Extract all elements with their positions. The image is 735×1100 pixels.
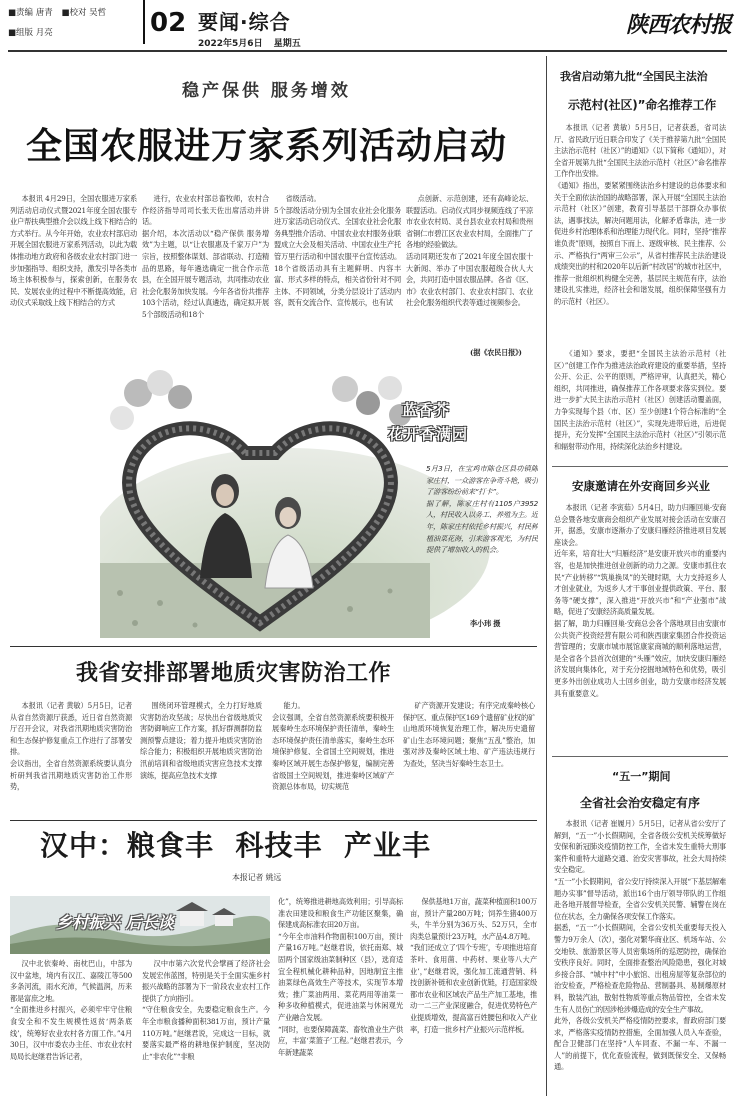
sign-text-line1: 蓝香芥: [402, 401, 451, 419]
lead-col-1: 本报讯 4月29日，全国农服进万家系列活动启动仪式暨2021年度全国农服专业户帮扶典型推介会以线上线下相结合的方式举行。从今年开始，农业农村部启动开展全国农服进万家系列活动，以此为载体推动地方政府和各级农业农村部门进一步加强指导、组织支持，激发引导各类市场主体积极参与，探索创新，在服务农民、发展农业的过程中不断提高效能，启动仪式采取线上线下相结合的方式: [10, 194, 137, 308]
lead-headline: 全国农服进万家系列活动启动: [26, 126, 508, 167]
a1-title-line1: 我省启动第九批“全国民主法治: [560, 70, 708, 83]
a1-body-1: 本报讯（记者 黄敏）5月5日，记者获悉，省司法厅、省民政厅近日联合印发了《关于推荐第九批“全国民主法治示范村（社区）”的通知》（以下简称《通知》），对全省开展第九批“全国民主法治示范村（社区）”命名推荐工作作出安排。 《通知》指出，要紧紧围绕法治乡村建设的总体要求和关于全面依法治国的战略部署，深入开展“全国民主法治示范村（社区）”创建，教育引导基层干部群众办事依法，遇事找法，解决问题用法，化解矛盾靠法，进一步促进乡村治理体系和治理能力现代化。同时，坚持“推荐谁负责”原则，按照自下而上、逐级审核、民主推荐、公示、严格执行“两审三公示”，从省村推荐民主法治建设成绩突出的村和2020年以后新“村改居”的城市社区中，推荐一批组织机构健全完善，基层民主规范有序，法治建设扎实推进，经济社会和谐发展，组织保障坚强有力的示范村（社区）。: [554, 123, 726, 306]
newspaper-logo: 陕西农村报: [626, 12, 732, 38]
hz-col-3: 化”，统筹推进耕地高效利用；引导高标准农田建设和粮食生产功能区聚集，确保建成高标准农田20万亩。 “今年全市油料作物面积100万亩，预计产量16万吨。”赵继君说，依托南郑、城固两个国家级油菜制种区（县），选育适宜全程机械化耕种品种，因地制宜主推油菜绿色高效生产等技术，实现节本增效；推广菜油两用、菜花两用等油菜一种多收种植模式，促进油菜与休闲观光产业融合发展。 “同时，也要保障蔬菜、畜牧渔业生产供应，丰富‘菜篮子’工程。”赵继君表示，今年新建蔬菜: [278, 897, 403, 1057]
a2-title: 安康邀请在外安商回乡兴业: [572, 479, 710, 493]
hz-headline: 汉中：粮食丰 科技丰 产业丰: [40, 829, 431, 862]
weekday: 星期五: [273, 39, 301, 49]
hz-byline: 本报记者 姚远: [232, 873, 282, 882]
slogan: 稳产保供 服务增效: [182, 81, 351, 101]
proofreader-credit: ■校对 吴哲: [61, 8, 107, 18]
geo-col-2: 围绕闭环管理模式，全力打好地质灾害防治攻坚战；尽快出台省级地质灾害防御响应工作方案，抓好群测群防监测预警点建设；着力提升地质灾害防治综合能力；积极组织开展地质灾害防治汛前培训和省级地质灾害应急技术支撑演练，提高应急技术支撑: [140, 701, 262, 780]
layout-credit: ■组版 月亮: [8, 28, 53, 38]
slogan-left-fade: [10, 72, 160, 102]
photo-credit: 李小玮 摄: [470, 619, 501, 628]
a3-kicker: “五一”期间: [612, 770, 671, 783]
hz-col-1: 汉中北依秦岭、南枕巴山，中部为汉中盆地，境内有汉江、嘉陵江等500多条河流，雨水充沛，气候温润，历来都是富庶之地。 “全面推进乡村振兴，必须牢牢守住粮食安全和不发生规模性返贫‘两条底线’，统筹好农业农村各方面工作。”4月30日，汉中市委农办主任、市农业农村局局长赵继君告诉记者，: [10, 959, 132, 1061]
staff-list: [8, 6, 158, 38]
a3-title: 全省社会治安稳定有序: [580, 796, 701, 810]
section-title: 要闻·综合: [198, 10, 291, 34]
lead-col-3: 省级活动。 5个部级活动分别为全国农业社会化服务进万家活动启动仪式、全国农业社会化服务典型推介活动、中国农业农村服务业联盟成立大会及相关活动、中国农业生产托管万里行活动和中国农服平台宣传活动。18个省级活动具有主题鲜明、内容丰富、形式多样的特点，相关省份针对不同主体、不同领域，分类分层设计了活动内容，既有交流合作、宣传展示，也有试: [274, 194, 401, 308]
a1-title-line2: 示范村(社区)”命名推荐工作: [568, 98, 717, 112]
lead-col-2: 进行，农业农村部总畜牧师，农村合作经济指导司司长张天佐出席活动并讲话。 据介绍，本次活动以“稳产保供 服务增效”为主题，以“让农服惠及千家万户”为宗旨，按照整体谋划、部省联动、打造精品的思路，每年遴选确定一批合作示范县，在全国开展专题活动，共同推动农业社会化服务加快发展。今年各省份共推荐103个活动，经过认真遴选，确定拟开展5个部级活动和18个: [142, 194, 269, 319]
lead-col-4: 点创新、示范创建，还有高峰论坛、联盟活动。启动仪式同步视频连线了平凉市农业农村局、灵台县农业农村局和贵州省铜仁市碧江区农业农村局，全面推广了各地的经验做法。 活动同期还发布了2021年度全国农服十大新闻、举办了中国农服超级合伙人大会，共同打造中国农服品牌。各省《区、市》农业农村部门、农业农村部门、农业社会化服务组织代表等通过视频参会。: [406, 194, 533, 308]
masthead-divider: [143, 0, 145, 44]
a3-top-rule: [552, 756, 728, 757]
a3-body: 本报讯（记者 崔履月）5月5日，记者从省公安厅了解到，“五一”小长假期间，全省各级公安机关统筹做好安保和新冠肺炎疫情防控工作，全省未发生重特大刑事案件和重特大道路交通、治安灾害事故，社会大局持续安全稳定。 “五一”小长假期间，省公安厅持续深入开展“下基层解难题办实事”督导活动，派出16个由厅领导带队的工作组赴各地开展督导检查，全省公安机关民警、辅警在岗在位在状态，全力确保各项安保工作落实。 据悉，“五一”小长假期间，全省公安机关重要每天投入警力9万余人（次），强化对繁华商业区、机场车站、公交地铁、旅游景区等人员密集场所的巡逻防控，确保治安秩序良好。同时，全面排查整治风险隐患，强化对城乡接合部、“城中村”中小旅馆、出租房屋等复杂部位的治安检查，严格检查危险物品、营制器具、易制爆原材料，散装汽油，散射性物质等重点物品管控，全省未发生有人员伤亡的因涉枪涉爆造成的安全生产事故。 此外，各级公安机关严格疫情防控要求，督政府部门要求，严格落实疫情防控措施，全面加强人员入车查验，配合卫健部门在坚持“人车同查、不漏一车、不漏一人”的前提下，优化查验流程，做到既保安全、又保畅通。: [554, 819, 726, 1072]
a2-top-rule: [552, 466, 728, 467]
photo-caption: 5月3日，在宝鸡市陈仓区县功镇陈家庄村，一众游客在争奇斗艳，吸引了游客纷纷前来“打卡”。 据了解，陈家庄村有1105户3952人，村民收入以务工、养殖为主。近年，陈家庄村依托乡村振兴，村民种植油菜花海，引来游客观光，为村民提供了增加收入的机会。: [426, 464, 538, 555]
hz-col-4: 保供基地1万亩，蔬菜种植面积100万亩，预计产量280万吨；饲养生猪400万头，牛羊分别为36万头、52万只，全市肉类总量预计23万吨，水产品4.8万吨。 “我们还成立了‘四个专班’，专项推进培育茶叶、食用菌、中药材、果业等八大产业’，”赵继君说，强化加工流通营销、科技创新补链和农业创新优链，打造国家级都市农业和区域农产品生产加工基地，推动一二三产业深度融合，促进优势特色产业提质增效，提高富百姓腰包和收入产业率，打造一批乡村产业振兴示范样板。: [410, 897, 537, 1034]
hz-col-2: 汉中市第六次党代会擘画了经济社会发展宏伟蓝图，特别是关于全面实施乡村振兴战略的部署为下一阶段农业农村工作提供了方向指引。 “守住粮食安全，先要稳定粮食生产。今年全市粮食播种面积381万亩，预计产量110万吨。”赵继君说，完成这一目标，就要落实最严格的耕地保护制度，坚决防止“非农化”“非粮: [142, 959, 270, 1061]
lead-source: (据《农民日报》): [470, 348, 522, 357]
page-number: 02: [150, 8, 187, 38]
rural-banner: [10, 896, 270, 954]
masthead-rule: [8, 50, 727, 52]
geo-col-1: 本报讯（记者 黄敏）5月5日，记者从省自然资源厅获悉，近日省自然资源厅召开会议，对我省汛期地质灾害防治和生态保护修复重点工作进行了部署安排。 会议指出，全省自然资源系统要认真分析研判我省汛期地质灾害防治工作形势，: [10, 701, 132, 792]
issue-date: [198, 36, 301, 49]
a1-body-2: 《通知》要求，要把“全国民主法治示范村（社区）”创建工作作为推进法治政府建设的重要举措，坚持公开、公正、公平的原则，严格评审，认真把关，精心组织，共同推进，确保推荐工作各项要求落实到位。要进一步扩大民主法治示范村（社区）创建活动覆盖面，力争实现每个县（市、区）至少创建1个符合标准的“全国民主法治示范村（社区）”，实现先进带后进，后进促提升，充分发挥“全国民主法治示范村（社区）”引领示范和辐射带动作用，持续深化法治乡村建设。: [554, 349, 726, 451]
editor-credit: ■责编 唐青: [8, 8, 53, 18]
flower-photo: [100, 363, 540, 638]
geo-top-rule: [10, 646, 537, 647]
sign-text-line2: 花开香满园: [388, 425, 469, 443]
right-column-divider: [546, 56, 547, 1096]
a2-body: 本报讯（记者 李寅茹）5月4日，助力归雁回巢·安商总会暨各地安康商会组织产业发展对接会活动在安康召开，据悉，安康市逐渐办了安康归雁经济推进项目发展座谈会。 近年来，培育壮大“归雁经济”是安康开放兴市的重要内容，也是加快推进创业创新的动力之源。安康市抓住农民“产业转移”“筑巢换凤”的关键时期，大力支持返乡人才创业就业，为返乡人才干事创业提供政策、平台、服务等“硬支撑”，深入推进“开放兴市”和“产业强市”战略，促进了安康经济高质量发展。 据了解，助力归雁回巢·安商总会各个落地项目由安康市公共资产投资经营有限公司和陕西康家集团合作投资运营管理的；安康市城市展馆康家商城的顺利落地运营，是全省各个县首次创建的“头雁”效应，加快安康归雁经济发展向集体化，对于充分挖掘地域特色和优势，吸引更多外出创业成功人士回乡创业，助力安康市经济发展具有重要意义。: [554, 503, 726, 698]
hz-top-rule: [10, 820, 537, 821]
banner-text: 乡村振兴 后长谈: [56, 913, 174, 932]
date: 2022年5月6日: [198, 39, 263, 49]
geo-col-3: 能力。 会议强调，全省自然资源系统要积极开展秦岭生态环境保护责任清单，秦岭生态环境保护责任清单落实，秦岭生态环境保护修复、全省国土空间规划，推进秦岭区域开展生态保护修复，编制完善省级国土空间规划，推进秦岭区域矿产资源总体布局，切实规范: [272, 701, 394, 792]
geo-headline: 我省安排部署地质灾害防治工作: [76, 661, 392, 686]
geo-col-4: 矿产资源开发建设；有序完成秦岭核心保护区、重点保护区169个遗留矿业权的矿山地质环境恢复治理工作，解决历史遗留矿山生态环境问题；聚焦“五乱”整治，加强对涉及秦岭区域土地、矿产违法违规行为查处，坚决当好秦岭生态卫士。: [403, 701, 535, 768]
